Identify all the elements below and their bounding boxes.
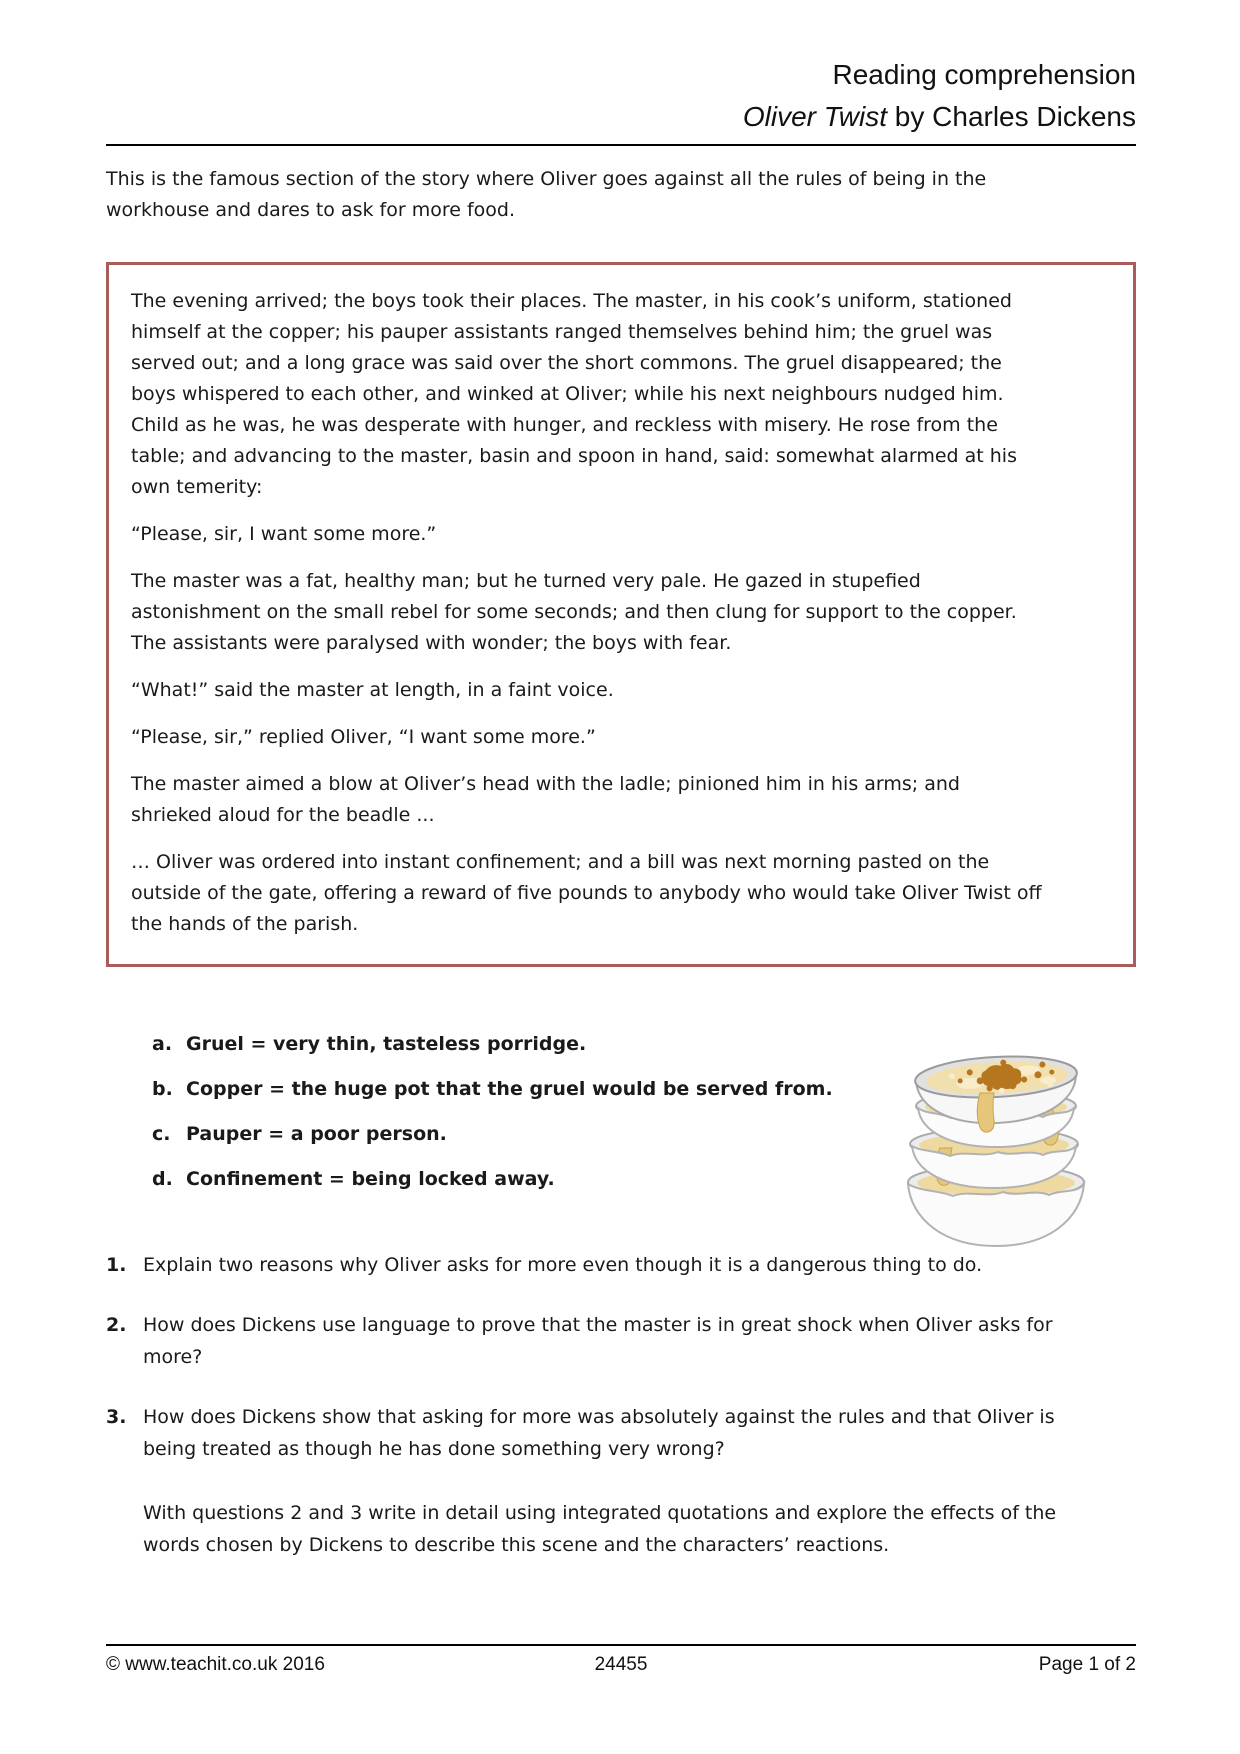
- vocab-definition: Confinement = being locked away.: [186, 1168, 555, 1190]
- gruel-bowls-illustration: [900, 1044, 1092, 1256]
- question-text: How does Dickens use language to prove that the master is in great shock when Oliver asks for more?: [143, 1314, 1053, 1368]
- book-title: Oliver Twist: [742, 101, 888, 132]
- quote-box: [106, 262, 1136, 967]
- footer-row: [106, 1646, 1136, 1676]
- intro-paragraph: This is the famous section of the story where Oliver goes against all the rules of being in the workhouse and dares to ask for more food.: [106, 168, 987, 221]
- instruction-note: With questions 2 and 3 write in detail using integrated quotations and explore the effects of the words chosen by Dickens to describe this scene and the characters’ reactions.: [143, 1502, 1057, 1556]
- question-number: 3.: [106, 1406, 127, 1428]
- quote-paragraph: “What!” said the master at length, in a faint voice.: [131, 679, 614, 701]
- questions-list: [106, 1249, 1136, 1561]
- quote-paragraph: “Please, sir,” replied Oliver, “I want some more.”: [131, 726, 596, 748]
- vocab-letter: a.: [152, 1033, 173, 1055]
- page-subtitle: [106, 96, 1136, 138]
- document-header: [106, 54, 1136, 138]
- vocab-definition: Copper = the huge pot that the gruel would be served from.: [186, 1078, 833, 1100]
- quote-paragraph: “Please, sir, I want some more.”: [131, 523, 437, 545]
- author-text: by Charles Dickens: [887, 101, 1136, 132]
- quote-paragraph: … Oliver was ordered into instant confinement; and a bill was next morning pasted on the outside of the gate, offering a reward of five pounds to anybody who would take Oliver Twist off the hands of the parish.: [131, 851, 1042, 935]
- question-item: [106, 1401, 1136, 1465]
- question-item: [106, 1309, 1136, 1373]
- footer-page-number: Page 1 of 2: [1038, 1654, 1136, 1675]
- question-text: Explain two reasons why Oliver asks for more even though it is a dangerous thing to do.: [143, 1254, 983, 1276]
- quote-paragraph: The master aimed a blow at Oliver’s head with the ladle; pinioned him in his arms; and shrieked aloud for the beadle ...: [131, 773, 960, 826]
- page-title: Reading comprehension: [832, 59, 1136, 90]
- page-footer: [106, 1644, 1136, 1676]
- header-divider: [106, 144, 1136, 146]
- question-number: 1.: [106, 1254, 127, 1276]
- footer-document-id: 24455: [594, 1654, 648, 1675]
- vocab-letter: c.: [152, 1123, 171, 1145]
- vocab-definition: Pauper = a poor person.: [186, 1123, 447, 1145]
- gruel-bowls-graphic: [900, 1044, 1092, 1256]
- page-content: [106, 0, 1136, 1561]
- vocab-letter: d.: [152, 1168, 173, 1190]
- vocab-definition: Gruel = very thin, tasteless porridge.: [186, 1033, 587, 1055]
- quote-paragraph: The evening arrived; the boys took their places. The master, in his cook’s uniform, stationed himself at the copper; his pauper assistants ranged themselves behind him; the gruel was served out; and a long grace was said over the short commons. The gruel disappeared; the boys whispered to each other, and winked at Oliver; while his next neighbours nudged him. Child as he was, he was desperate with hunger, and reckless with misery. He rose from the table; and advancing to the master, basin and spoon in hand, said: somewhat alarmed at his own temerity:: [131, 290, 1017, 498]
- vocab-letter: b.: [152, 1078, 173, 1100]
- quote-paragraph: The master was a fat, healthy man; but he turned very pale. He gazed in stupefied astonishment on the small rebel for some seconds; and then clung for support to the copper. The assistants were paralysed with wonder; the boys with fear.: [131, 570, 1017, 654]
- footer-copyright: © www.teachit.co.uk 2016: [106, 1654, 325, 1675]
- question-number: 2.: [106, 1314, 127, 1336]
- question-text: How does Dickens show that asking for more was absolutely against the rules and that Oliver is being treated as though he has done something very wrong?: [143, 1406, 1055, 1460]
